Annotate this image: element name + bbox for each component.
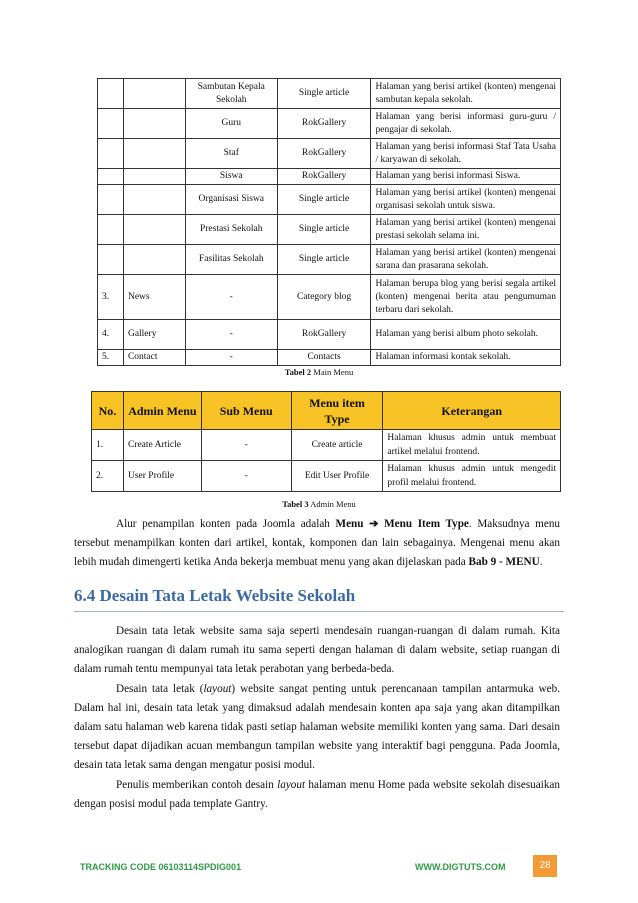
table-row <box>98 79 561 109</box>
cell-menu: News <box>123 275 185 320</box>
cell-no: 5. <box>98 350 124 366</box>
page-number: 28 <box>533 855 557 877</box>
cell-type: Single article <box>277 79 371 109</box>
footer-tracking-code: TRACKING CODE 06103114SPDIG001 <box>80 862 242 872</box>
cell-sub: Siswa <box>185 169 277 185</box>
cell-type: RokGallery <box>277 139 371 169</box>
cell-type: Single article <box>277 185 371 215</box>
header-sub-menu: Sub Menu <box>201 392 291 430</box>
cell-menu: User Profile <box>123 461 201 492</box>
cell-sub: Fasilitas Sekolah <box>185 245 277 275</box>
header-keterangan: Keterangan <box>383 392 561 430</box>
section-heading: 6.4 Desain Tata Letak Website Sekolah <box>74 586 356 605</box>
header-menu-item-type: Menu item Type <box>291 392 383 430</box>
table-row <box>98 245 561 275</box>
cell-menu: Gallery <box>123 320 185 350</box>
cell-sub: - <box>201 430 291 461</box>
table-row <box>98 169 561 185</box>
footer-website-link[interactable]: WWW.DIGTUTS.COM <box>415 862 506 872</box>
cell-no <box>98 109 124 139</box>
cell-sub: Sambutan Kepala Sekolah <box>185 79 277 109</box>
cell-menu: Contact <box>123 350 185 366</box>
table-row <box>98 215 561 245</box>
cell-menu <box>123 169 185 185</box>
cell-sub: - <box>185 350 277 366</box>
paragraph-layout-example: Penulis memberikan contoh desain layout halaman menu Home pada website sekolah disesuaikan dengan posisi modul pada template Gantry. <box>74 779 560 810</box>
header-admin-menu: Admin Menu <box>123 392 201 430</box>
cell-no: 3. <box>98 275 124 320</box>
cell-desc: Halaman berupa blog yang berisi segala artikel (konten) mengenai berita atau pengumuman terbaru dari sekolah. <box>371 275 561 320</box>
cell-type: Contacts <box>277 350 371 366</box>
cell-menu <box>123 215 185 245</box>
table-row <box>98 320 561 350</box>
table-row <box>98 185 561 215</box>
cell-no: 4. <box>98 320 124 350</box>
cell-sub: Prestasi Sekolah <box>185 215 277 245</box>
cell-no <box>98 79 124 109</box>
cell-menu <box>123 185 185 215</box>
cell-desc: Halaman yang berisi informasi Staf Tata Usaha / karyawan di sekolah. <box>371 139 561 169</box>
cell-type: Edit User Profile <box>291 461 383 492</box>
cell-menu <box>123 79 185 109</box>
cell-type: RokGallery <box>277 109 371 139</box>
cell-sub: Organisasi Siswa <box>185 185 277 215</box>
cell-menu: Create Article <box>123 430 201 461</box>
cell-desc: Halaman informasi kontak sekolah. <box>371 350 561 366</box>
cell-desc: Halaman yang berisi album photo sekolah. <box>371 320 561 350</box>
cell-desc: Halaman yang berisi informasi guru-guru / pengajar di sekolah. <box>371 109 561 139</box>
cell-menu <box>123 245 185 275</box>
cell-sub: - <box>201 461 291 492</box>
cell-type: RokGallery <box>277 169 371 185</box>
heading-underline <box>74 611 564 612</box>
cell-menu <box>123 109 185 139</box>
arrow-right-icon: ➔ <box>363 518 385 530</box>
cell-desc: Halaman yang berisi artikel (konten) mengenai prestasi sekolah selama ini. <box>371 215 561 245</box>
cell-no <box>98 139 124 169</box>
table-row <box>98 109 561 139</box>
cell-no: 2. <box>92 461 124 492</box>
cell-type: Category blog <box>277 275 371 320</box>
paragraph-layout-importance: Desain tata letak (layout) website sangat penting untuk perencanaan tampilan antarmuka web. Dalam hal ini, desain tata letak yang dimaksud adalah mendesain konten apa saja yang akan ditampilkan dalam satu halaman web karena tidak pasti setiap halaman website memiliki konten yang sama. Dari desain tersebut dapat dijadikan acuan membangun tampilan website yang interaktif bagi pengguna. Pada Joomla, desain tata letak sama dengan mengatur posisi modul. <box>74 683 560 771</box>
table-row <box>98 139 561 169</box>
cell-sub: - <box>185 275 277 320</box>
cell-desc: Halaman yang berisi artikel (konten) mengenai sarana dan prasarana sekolah. <box>371 245 561 275</box>
cell-desc: Halaman khusus admin untuk membuat artikel melalui frontend. <box>383 430 561 461</box>
header-no: No. <box>92 392 124 430</box>
cell-type: Create article <box>291 430 383 461</box>
cell-desc: Halaman yang berisi artikel (konten) mengenai organisasi sekolah untuk siswa. <box>371 185 561 215</box>
cell-no <box>98 185 124 215</box>
paragraph-layout-analogy: Desain tata letak website sama saja seperti mendesain ruangan-ruangan di dalam rumah. Kita analogikan ruangan di dalam rumah itu sama seperti dengan halaman di dalam website, setiap ruangan di dalam rumah tentu mempunyai tata letak perabotan yang berbeda-beda. <box>74 625 560 675</box>
paragraph-menu-flow: Alur penampilan konten pada Joomla adalah Menu ➔ Menu Item Type. Maksudnya menu tersebut menampilkan konten dari artikel, kontak, komponen dan lain sebagainya. Mengenai menu akan lebih mudah dimengerti ketika Anda bekerja membuat menu yang akan dijelaskan pada Bab 9 - MENU. <box>74 518 561 568</box>
table-row <box>92 430 561 461</box>
table-caption-main-menu: Tabel 2 Main Menu <box>284 367 354 377</box>
cell-desc: Halaman khusus admin untuk mengedit profil melalui frontend. <box>383 461 561 492</box>
table-row <box>92 461 561 492</box>
cell-type: Single article <box>277 215 371 245</box>
cell-no: 1. <box>92 430 124 461</box>
cell-sub: - <box>185 320 277 350</box>
cell-desc: Halaman yang berisi artikel (konten) mengenai sambutan kepala sekolah. <box>371 79 561 109</box>
table-header-row <box>92 392 561 430</box>
cell-no <box>98 169 124 185</box>
cell-no <box>98 245 124 275</box>
table-row <box>98 275 561 320</box>
cell-menu <box>123 139 185 169</box>
table-row <box>98 350 561 366</box>
table-caption-admin-menu: Tabel 3 Admin Menu <box>282 499 356 509</box>
admin-menu-table <box>91 391 561 492</box>
cell-type: RokGallery <box>277 320 371 350</box>
cell-sub: Guru <box>185 109 277 139</box>
main-menu-table <box>97 78 561 366</box>
cell-type: Single article <box>277 245 371 275</box>
cell-no <box>98 215 124 245</box>
cell-desc: Halaman yang berisi informasi Siswa. <box>371 169 561 185</box>
cell-sub: Staf <box>185 139 277 169</box>
